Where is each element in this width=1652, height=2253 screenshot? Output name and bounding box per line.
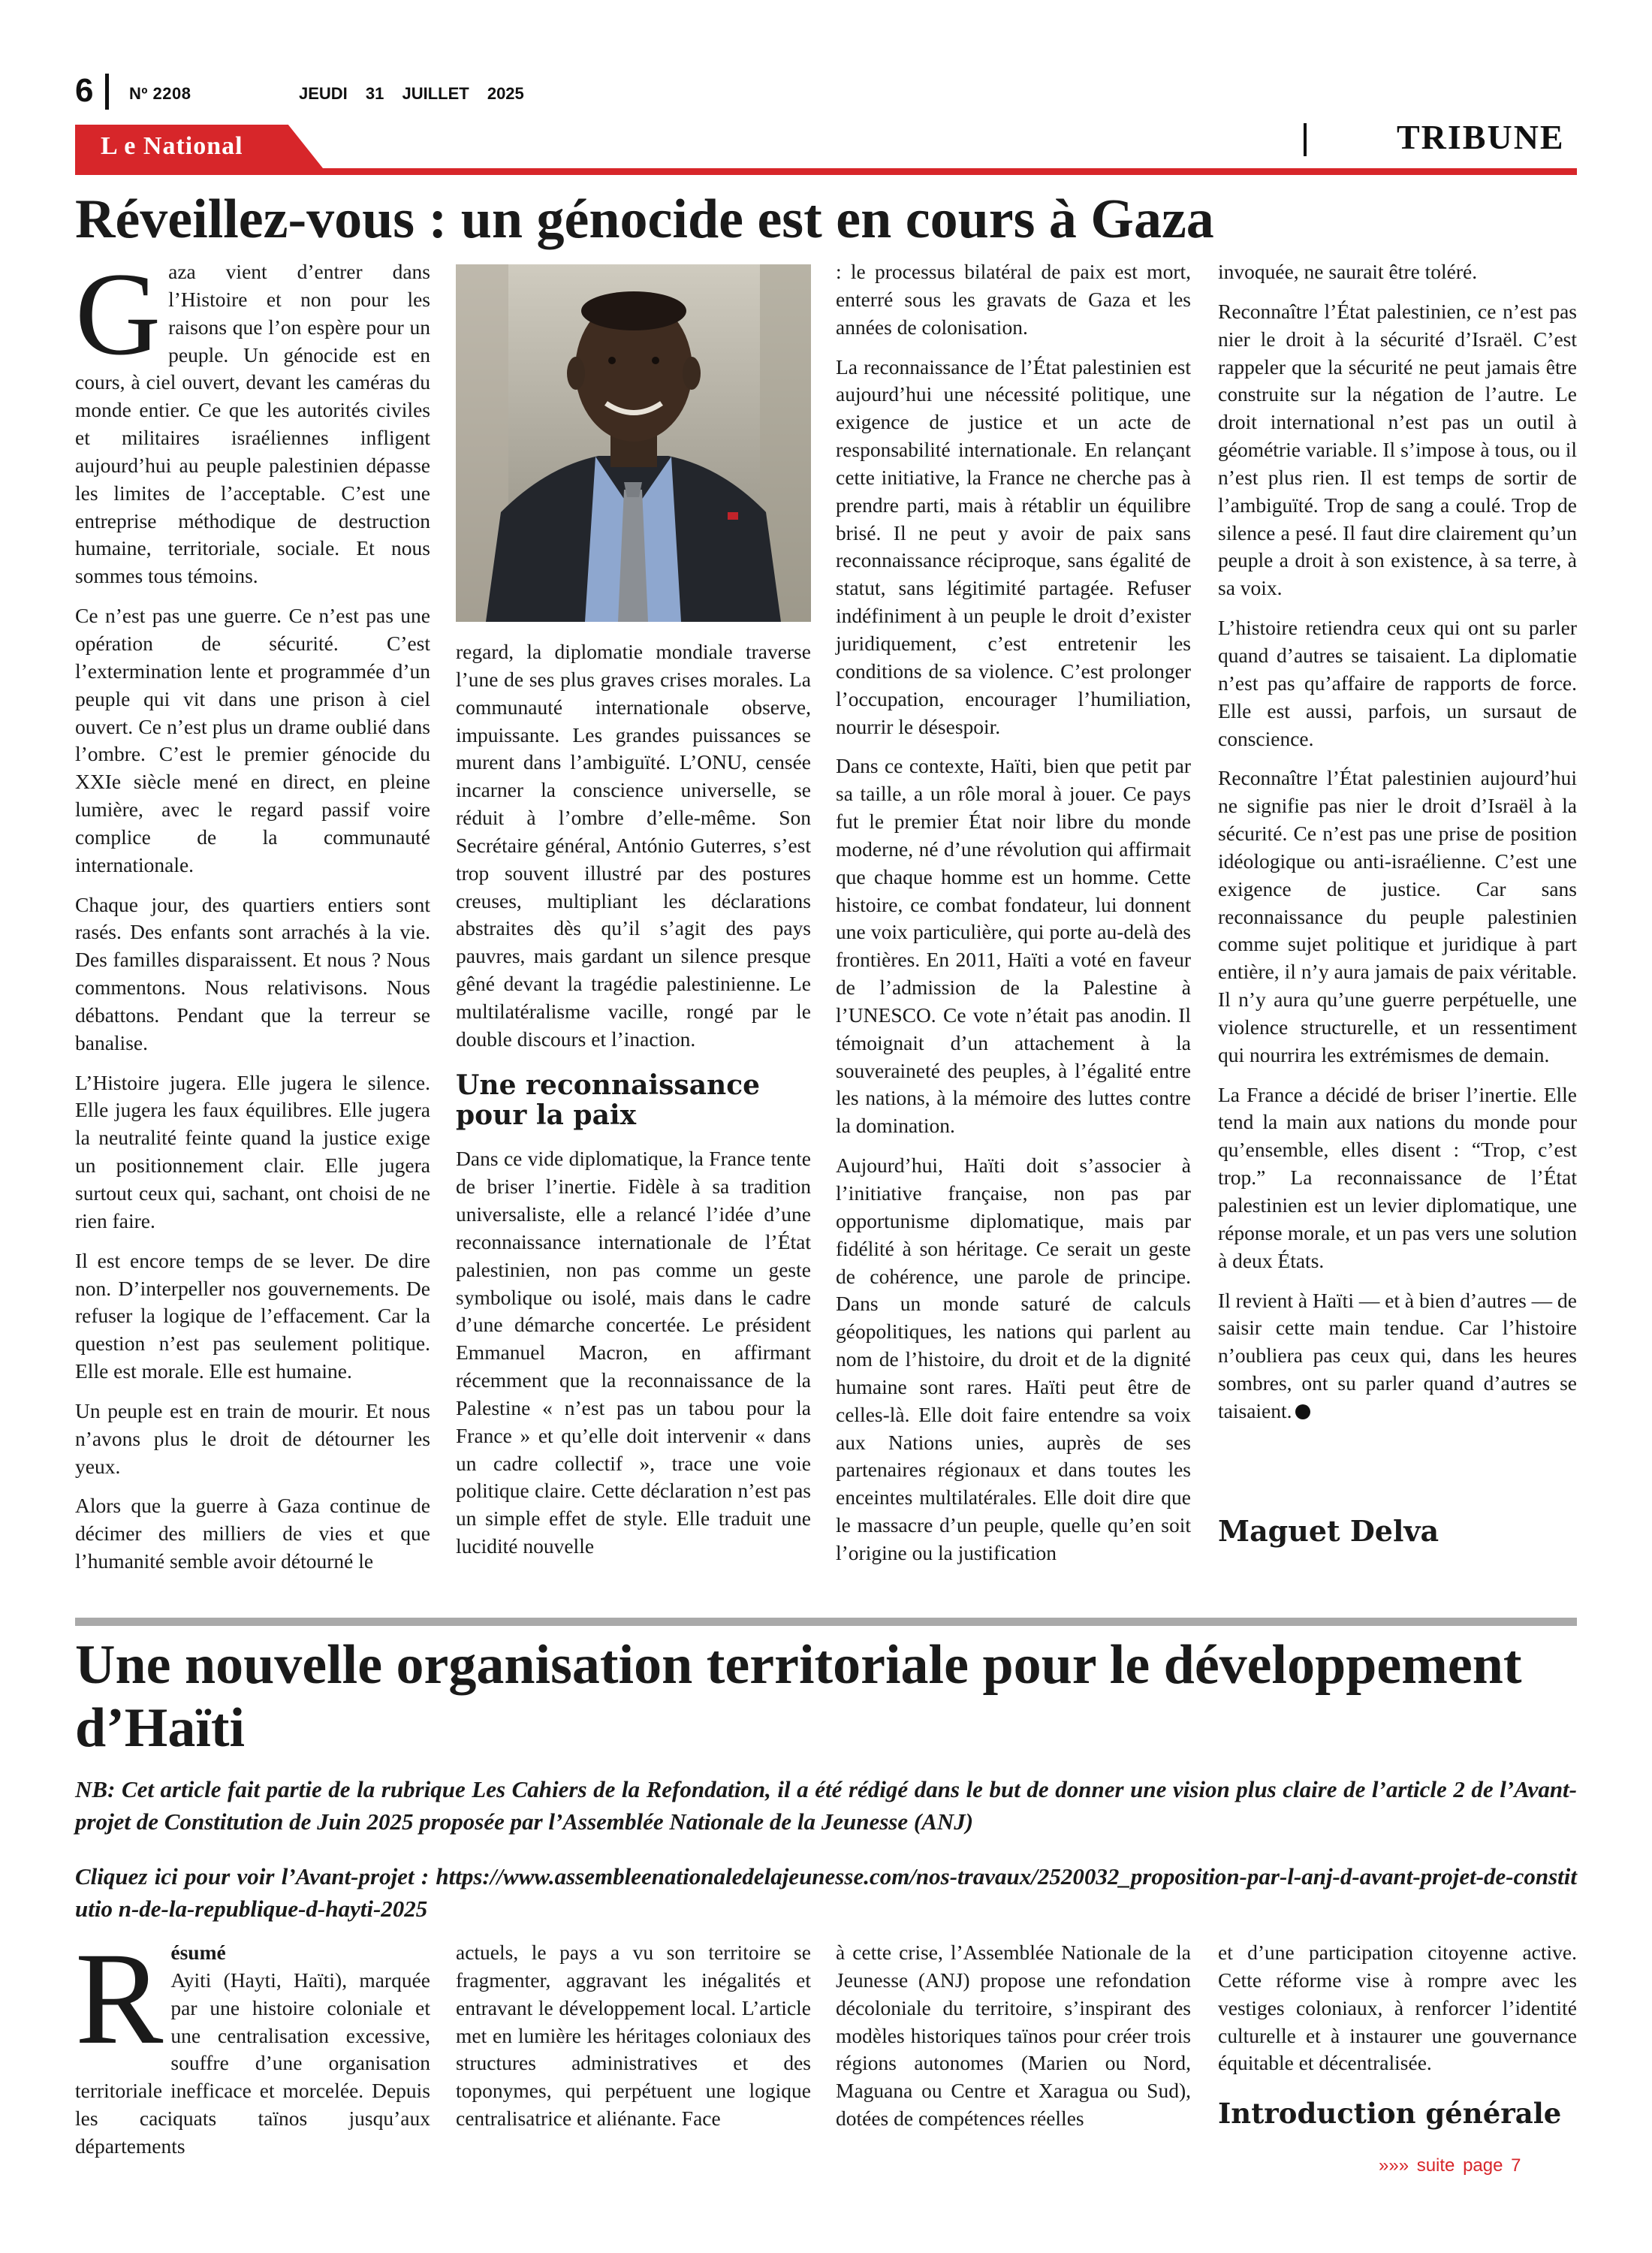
article-paragraph: Dans ce contexte, Haïti, bien que petit par sa taille, a un rôle moral à jouer. Ce pays fut le premier État noir libre du monde moderne, né d’une révolution qui affirmait que chaque homme est un homme. Cette histoire, ce combat fondateur, lui donnent une voix particulière, qui porte au-delà des frontières. En 2011, Haïti a voté en faveur de l’admission de la Palestine à l’UNESCO. Ce vote n’était pas anodin. Il témoignait d’un attachement à la souveraineté des peuples, à l’égalité entre les nations, à la mémoire des luttes contre la domination.	[836, 754, 1191, 1138]
article-paragraph: regard, la diplomatie mondiale traverse l’une de ses plus graves crises morales. La communauté internationale observe, impuissante. Les grandes puissances se murent dans l’ambiguïté. L’ONU, censée incarner la conscience universelle, se réduit à l’ombre d’elle-même. Son Secrétaire général, António Guterres, s’est trop souvent illustré par des postures creuses, multipliant les déclarations abstraites dès qu’il s’agit des pays pauvres, mais gardant un silence presque gêné devant la tragédie palestinienne. Le multilatéralisme vacille, rongé par le double discours et l’inaction.	[456, 640, 811, 1051]
article-column-4	[1218, 258, 1577, 1437]
article-column-3	[836, 258, 1191, 1579]
summary-label: ésumé	[170, 1941, 226, 1964]
issue-date: JEUDI 31 JUILLET 2025	[299, 84, 524, 103]
header-rule	[75, 168, 1577, 175]
drop-cap: G	[75, 249, 161, 380]
article-divider	[75, 1618, 1577, 1626]
article-paragraph: Un peuple est en train de mourir. Et nous n’avons plus le droit de détourner les yeux.	[75, 1398, 430, 1478]
article-column-3	[836, 1939, 1191, 2133]
article-paragraph: Chaque jour, des quartiers entiers sont rasés. Des enfants sont arrachés à la vie. Des familles disparaissent. Et nous ? Nous commentons. Nous relativisons. Nous débattons. Pendant que la terreur se banalise.	[75, 892, 430, 1054]
article-paragraph: L’Histoire jugera. Elle jugera le silence. Elle jugera les faux équilibres. Elle jugera la neutralité feinte quand la justice exige un positionnement clair. Elle jugera surtout ceux qui, sachant, ont choisi de ne rien faire.	[75, 1070, 430, 1232]
author-photo	[456, 264, 811, 622]
article-paragraph: actuels, le pays a vu son territoire se fragmenter, aggravant les inégalités et entravant le développement local. L’article met en lumière les héritages coloniaux des structures administratives et des toponymes, qui perpétuent une logique centralisatrice et aliénante. Face	[456, 1941, 811, 2131]
article-column-2	[456, 1939, 811, 2133]
article-paragraph: à cette crise, l’Assemblée Nationale de la Jeunesse (ANJ) propose une refondation décoloniale du territoire, s’inspirant des modèles historiques taïnos pour créer trois régions autonomes (Marien ou Nord, Maguana ou Centre et Xaragua ou Sud), dotées de compétences réelles	[836, 1941, 1191, 2131]
page-number: 6	[75, 72, 94, 109]
article-paragraph: et d’une participation citoyenne active. Cette réforme vise à rompre avec les vestiges coloniaux, à renforcer l’identité culturelle et à instaurer une gouvernance équitable et décentralisée.	[1218, 1941, 1577, 2075]
issue-number: Nº 2208	[129, 84, 191, 103]
article-paragraph: Il est encore temps de se lever. De dire non. D’interpeller nos gouvernements. De refuser la logique de l’effacement. Car la question n’est pas seulement politique. Elle est morale. Elle est humaine.	[75, 1248, 430, 1383]
section-divider	[1304, 123, 1307, 156]
publication-name: L e National	[101, 132, 243, 160]
draft-link[interactable]: Cliquez ici pour voir l’Avant-projet : https://www.assembleenationaledelajeunesse.com/nos-travaux/2520032_proposition-par-l-anj-d-avant-projet-de-constitutio n-de-la-republique-d-hayti-2025	[75, 1863, 1577, 1922]
article-paragraph: Gaza vient d’entrer dans l’Histoire et non pour les raisons que l’on espère pour un peuple. Un génocide est en cours, à ciel ouvert, devant les caméras du monde entier. Ce que les autorités civiles et militaires israéliennes infligent aujourd’hui au peuple palestinien dépasse les limites de l’acceptable. C’est une entreprise méthodique de destruction humaine, territoriale, sociale. Et nous sommes tous témoins.	[75, 249, 430, 588]
article-paragraph: Aujourd’hui, Haïti doit s’associer à l’initiative française, non pas par opportunisme diplomatique, mais par fidélité à son héritage. Ce serait un geste de cohérence, une parole de principe. Dans un monde saturé de calculs géopolitiques, les nations qui parlent au nom de l’histoire, du droit et de la dignité humaine sont rares. Haïti peut être de celles-là. Elle doit faire entendre sa voix aux Nations unies, auprès de ses partenaires régionaux et dans toutes les enceintes multilatérales. Elle doit dire que le massacre d’un peuple, quelle qu’en soit l’origine ou la justification	[836, 1154, 1191, 1564]
article-paragraph: : le processus bilatéral de paix est mort, enterré sous les gravats de Gaza et les années de colonisation.	[836, 260, 1191, 339]
article-headline: Une nouvelle organisation territoriale pour le développement d’Haïti	[75, 1634, 1522, 1760]
article-paragraph: La reconnaissance de l’État palestinien est aujourd’hui une nécessité politique, une exigence de justice et un acte de responsabilité internationale. En relançant cette initiative, la France ne cherche pas à prendre parti, mais à rétablir un équilibre brisé. Il ne peut y avoir de paix sans reconnaissance réciproque, sans égalité de statut, sans légitimité partagée. Refuser indéfiniment à un peuple le droit d’exister juridiquement, c’est entretenir les conditions de sa violence. C’est prolonger l’occupation, encourager l’humiliation, nourrir le désespoir.	[836, 354, 1191, 738]
portrait-illustration	[456, 264, 811, 622]
article-headline: Réveillez-vous : un génocide est en cours à Gaza	[75, 189, 1214, 250]
editor-note: NB: Cet article fait partie de la rubrique Les Cahiers de la Refondation, il a été rédigé dans le but de donner une vision plus claire de l’article 2 de l’Avant-projet de Constitution de Juin 2025 proposée par l’Assemblée Nationale de la Jeunesse (ANJ)	[75, 1776, 1577, 1835]
article-subheading: Une reconnaissance pour la paix	[456, 1069, 761, 1131]
article-paragraph: Ayiti (Hayti, Haïti), marquée par une histoire coloniale et une centralisation excessive, souffre d’une organisation territoriale inefficace et morcelée. Depuis les caciquats taïnos jusqu’aux départements	[75, 1968, 430, 2158]
article-column-1	[75, 249, 430, 1588]
article-paragraph: Il revient à Haïti — et à bien d’autres — de saisir cette main tendue. Car l’histoire n’oubliera pas ceux qui, dans les heures sombres, ont su parler quand d’autres se taisaient.	[1218, 1288, 1578, 1422]
section-label: TRIBUNE	[1397, 118, 1565, 156]
article-paragraph: L’histoire retiendra ceux qui ont su parler quand d’autres se taisaient. La diplomatie n’est pas qu’affaire de rapports de force. Elle est aussi, parfois, un sursaut de conscience.	[1218, 616, 1577, 750]
article-paragraph: Reconnaître l’État palestinien aujourd’hui ne signifie pas nier le droit d’Israël à la sécurité. Ce n’est pas une prise de position idéologique ou anti-israélienne. C’est une exigence de justice. Car sans reconnaissance du peuple palestinien comme sujet politique et juridique à part entière, il n’y aura jamais de paix véritable. Il n’y aura qu’une guerre perpétuelle, une violence structurelle, et un ressentiment qui nourrira les extrémismes de demain.	[1218, 766, 1577, 1066]
article-column-1	[75, 1926, 430, 2161]
article-paragraph: Ce n’est pas une guerre. Ce n’est pas une opération de sécurité. C’est l’extermination lente et programmée d’un peuple qui vit dans une prison à ciel ouvert. Ce n’est plus un drame oublié dans l’ombre. C’est le premier génocide du XXIe siècle mené en direct, en pleine lumière, avec le regard passif voire complice de la communauté internationale.	[75, 604, 430, 876]
article-paragraph: Alors que la guerre à Gaza continue de décimer des milliers de vies et que l’humanité semble avoir détourné le	[75, 1494, 430, 1573]
article-paragraph: invoquée, ne saurait être toléré.	[1218, 260, 1478, 283]
article-subheading: Introduction générale	[1218, 2097, 1562, 2131]
article-paragraph: Reconnaître l’État palestinien, ce n’est pas nier le droit à la sécurité d’Israël. C’est rappeler que la sécurité ne peut jamais être construite sur la négation de l’autre. Le droit international n’est pas un outil à géométrie variable. Il s’impose à tous, ou il n’est plus rien. Il est temps de sortir de l’ambiguïté. Trop de sang a coulé. Trop de silence a pesé. Il faut dire clairement qu’un peuple a droit à son existence, à sa terre, à sa voix.	[1218, 299, 1577, 600]
continuation-link[interactable]: »»» suite page 7	[1379, 2155, 1521, 2176]
article-column-2	[456, 638, 811, 1573]
page-number-divider	[105, 74, 109, 110]
article-paragraph: La France a décidé de briser l’inertie. Elle tend la main aux nations du monde pour qu’ensemble, elles disent : “Trop, c’est trop.” La reconnaissance de l’État palestinien est un levier diplomatique, une réponse morale, et un pas vers une solution à deux États.	[1218, 1082, 1577, 1272]
author-byline: Maguet Delva	[1218, 1514, 1439, 1548]
end-mark-icon	[1295, 1404, 1310, 1419]
drop-cap: R	[75, 1926, 164, 2072]
article-paragraph: Dans ce vide diplomatique, la France tente de briser l’inertie. Fidèle à sa tradition universaliste, elle a relancé l’idée d’une reconnaissance internationale de l’État palestinien, non pas comme un geste symbolique ou isolé, mais dans le cadre d’une démarche concertée. Le président Emmanuel Macron, en affirmant récemment que la reconnaissance de la Palestine « n’est pas un tabou pour la France » et qu’elle doit intervenir « dans un cadre collectif », trace une voie politique claire. Cette déclaration n’est pas un simple effet de style. Elle traduit une lucidité nouvelle	[456, 1147, 811, 1558]
article-column-4	[1218, 1939, 1577, 2133]
